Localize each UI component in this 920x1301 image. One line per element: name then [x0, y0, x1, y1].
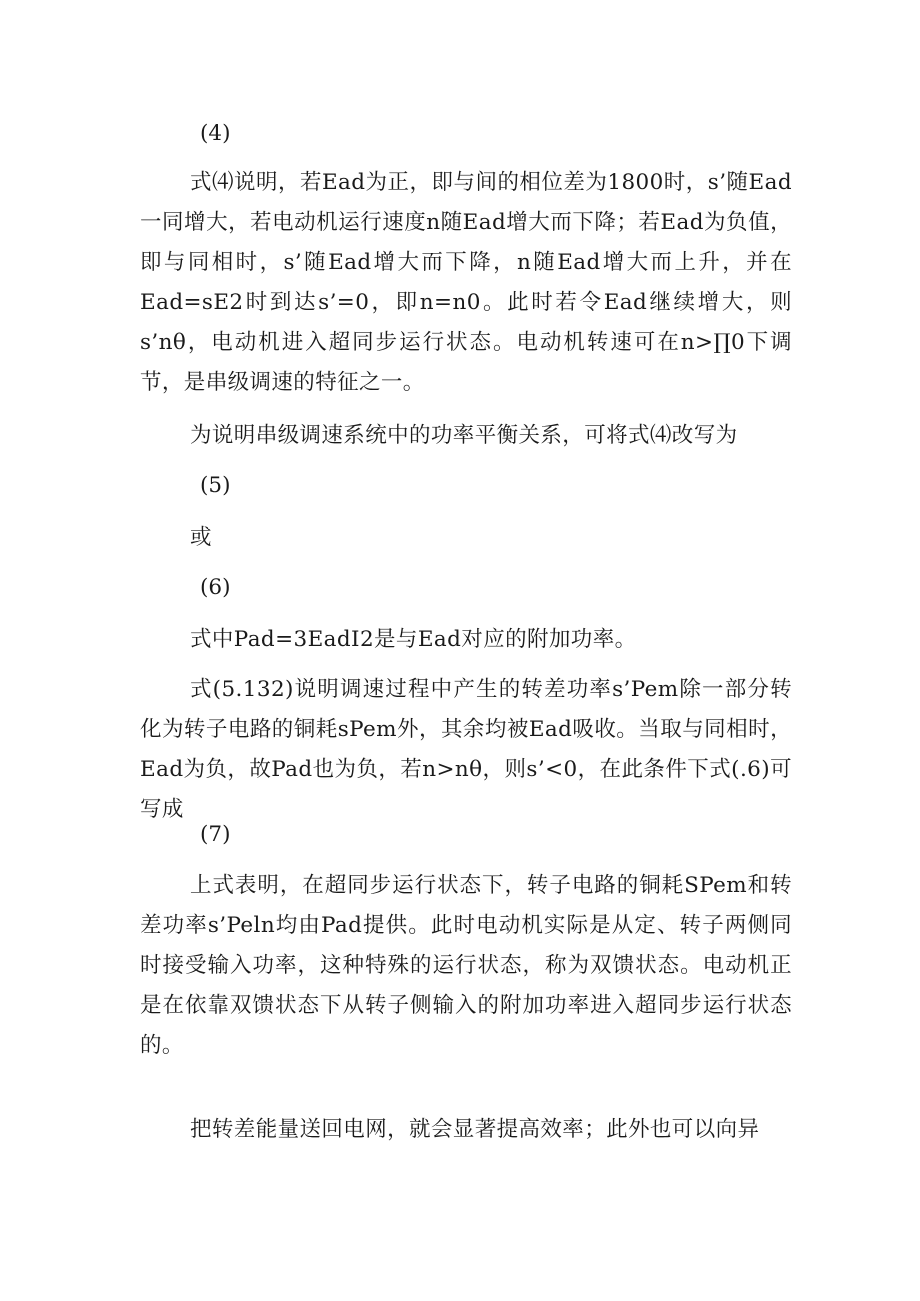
paragraph-4: 式(5.132)说明调速过程中产生的转差功率s’Pem除一部分转化为转子电路的铜耗sPem外，其余均被Ead吸收。当取与同相时，Ead为负，故Pad也为负，若n>nθ，则s’<0，在此条件下式(.6)可写成 — [140, 677, 792, 822]
paragraph-1: 式⑷说明，若Ead为正，即与间的相位差为1800时，s’随Ead一同增大，若电动机运行速度n随Ead增大而下降；若Ead为负值，即与同相时，s’随Ead增大而下降，n随Ead增大而上升，并在Ead=sE2时到达s’=0，即n=n0。此时若令Ead继续增大，则s’nθ，电动机进入超同步运行状态。电动机转速可在n>∏0下调节，是串级调速的特征之一。 — [140, 170, 792, 395]
or-text: 或 — [190, 525, 212, 550]
equation-6-label: (6) — [200, 575, 231, 600]
equation-5-label: (5) — [200, 473, 231, 498]
paragraph-3: 式中Pad=3EadI2是与Ead对应的附加功率。 — [190, 627, 637, 652]
paragraph-2: 为说明串级调速系统中的功率平衡关系，可将式⑷改写为 — [190, 423, 738, 448]
equation-7-label: (7) — [200, 822, 231, 847]
paragraph-6: 把转差能量送回电网，就会显著提高效率；此外也可以向异 — [190, 1117, 760, 1142]
equation-4-label: (4) — [200, 121, 231, 146]
paragraph-5: 上式表明，在超同步运行状态下，转子电路的铜耗SPem和转差功率s’Peln均由Pad提供。此时电动机实际是从定、转子两侧同时接受输入功率，这种特殊的运行状态，称为双馈状态。电动机正是在依靠双馈状态下从转子侧输入的附加功率进入超同步运行状态的。 — [140, 873, 792, 1058]
